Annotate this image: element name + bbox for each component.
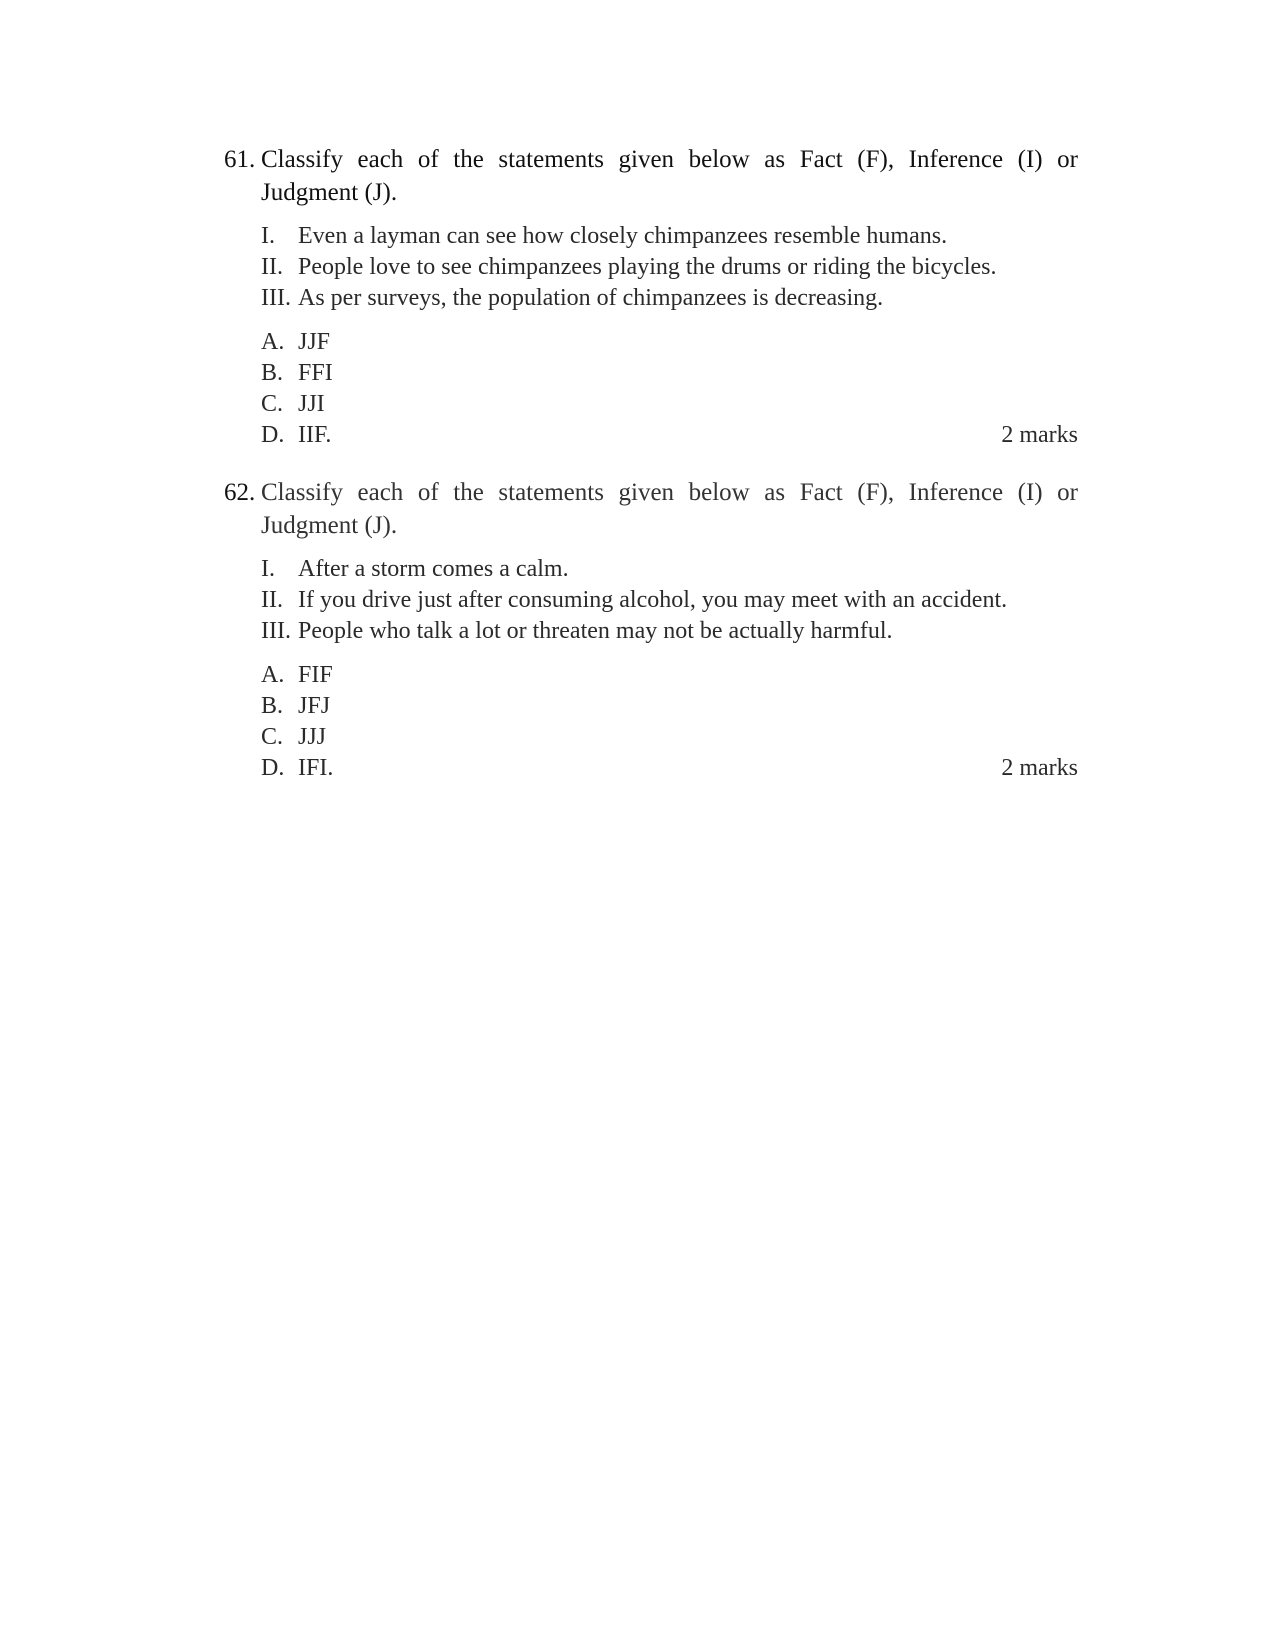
option-text: FIF xyxy=(298,662,333,688)
option-item xyxy=(261,722,1078,753)
option-text: IIF. xyxy=(298,422,332,448)
option-list xyxy=(261,327,1078,451)
option-label: B. xyxy=(261,360,284,386)
statement-item xyxy=(261,616,1078,647)
statement-text: Even a layman can see how closely chimpanzees resemble humans. xyxy=(298,223,948,249)
statement-label: I. xyxy=(261,556,275,582)
statement-label: III. xyxy=(261,285,291,311)
option-item xyxy=(261,691,1078,722)
statement-text: If you drive just after consuming alcohol, you may meet with an accident. xyxy=(298,587,1008,613)
option-label: C. xyxy=(261,391,284,417)
question-number: 61. xyxy=(224,146,256,173)
option-text: JJI xyxy=(298,391,325,417)
option-text: JJJ xyxy=(298,724,327,750)
statement-text: People love to see chimpanzees playing the drums or riding the bicycles. xyxy=(298,254,997,280)
option-label: B. xyxy=(261,693,284,719)
option-item xyxy=(261,389,1078,420)
statement-label: II. xyxy=(261,587,283,613)
option-item xyxy=(261,327,1078,358)
statement-item xyxy=(261,283,1078,314)
option-label: D. xyxy=(261,755,285,781)
statement-list xyxy=(261,221,1078,314)
statement-item xyxy=(261,554,1078,585)
option-label: A. xyxy=(261,329,285,355)
statement-item xyxy=(261,221,1078,252)
question-header xyxy=(224,476,1078,542)
statement-text: People who talk a lot or threaten may not be actually harmful. xyxy=(298,618,893,644)
statement-label: III. xyxy=(261,618,291,644)
option-text: IFI. xyxy=(298,755,334,781)
option-text: JJF xyxy=(298,329,331,355)
option-item xyxy=(261,358,1078,389)
statement-label: II. xyxy=(261,254,283,280)
statement-text: After a storm comes a calm. xyxy=(298,556,569,582)
statement-item xyxy=(261,585,1078,616)
question-prompt: Classify each of the statements given below as Fact (F), Inference (I) or Judgment (J). xyxy=(261,146,1078,206)
question-header xyxy=(224,143,1078,209)
question-61 xyxy=(224,143,1078,451)
option-text: JFJ xyxy=(298,693,331,719)
option-item xyxy=(261,660,1078,691)
marks-label: 2 marks xyxy=(1001,755,1078,781)
option-text: FFI xyxy=(298,360,333,386)
statement-text: As per surveys, the population of chimpanzees is decreasing. xyxy=(298,285,884,311)
option-label: C. xyxy=(261,724,284,750)
marks-label: 2 marks xyxy=(1001,422,1078,448)
option-list xyxy=(261,660,1078,784)
question-number: 62. xyxy=(224,479,256,506)
statement-item xyxy=(261,252,1078,283)
statement-label: I. xyxy=(261,223,275,249)
option-label: A. xyxy=(261,662,285,688)
option-label: D. xyxy=(261,422,285,448)
statement-list xyxy=(261,554,1078,647)
question-prompt: Classify each of the statements given below as Fact (F), Inference (I) or Judgment (J). xyxy=(261,479,1078,539)
option-item xyxy=(261,420,1078,451)
option-item xyxy=(261,753,1078,784)
question-62 xyxy=(224,476,1078,784)
